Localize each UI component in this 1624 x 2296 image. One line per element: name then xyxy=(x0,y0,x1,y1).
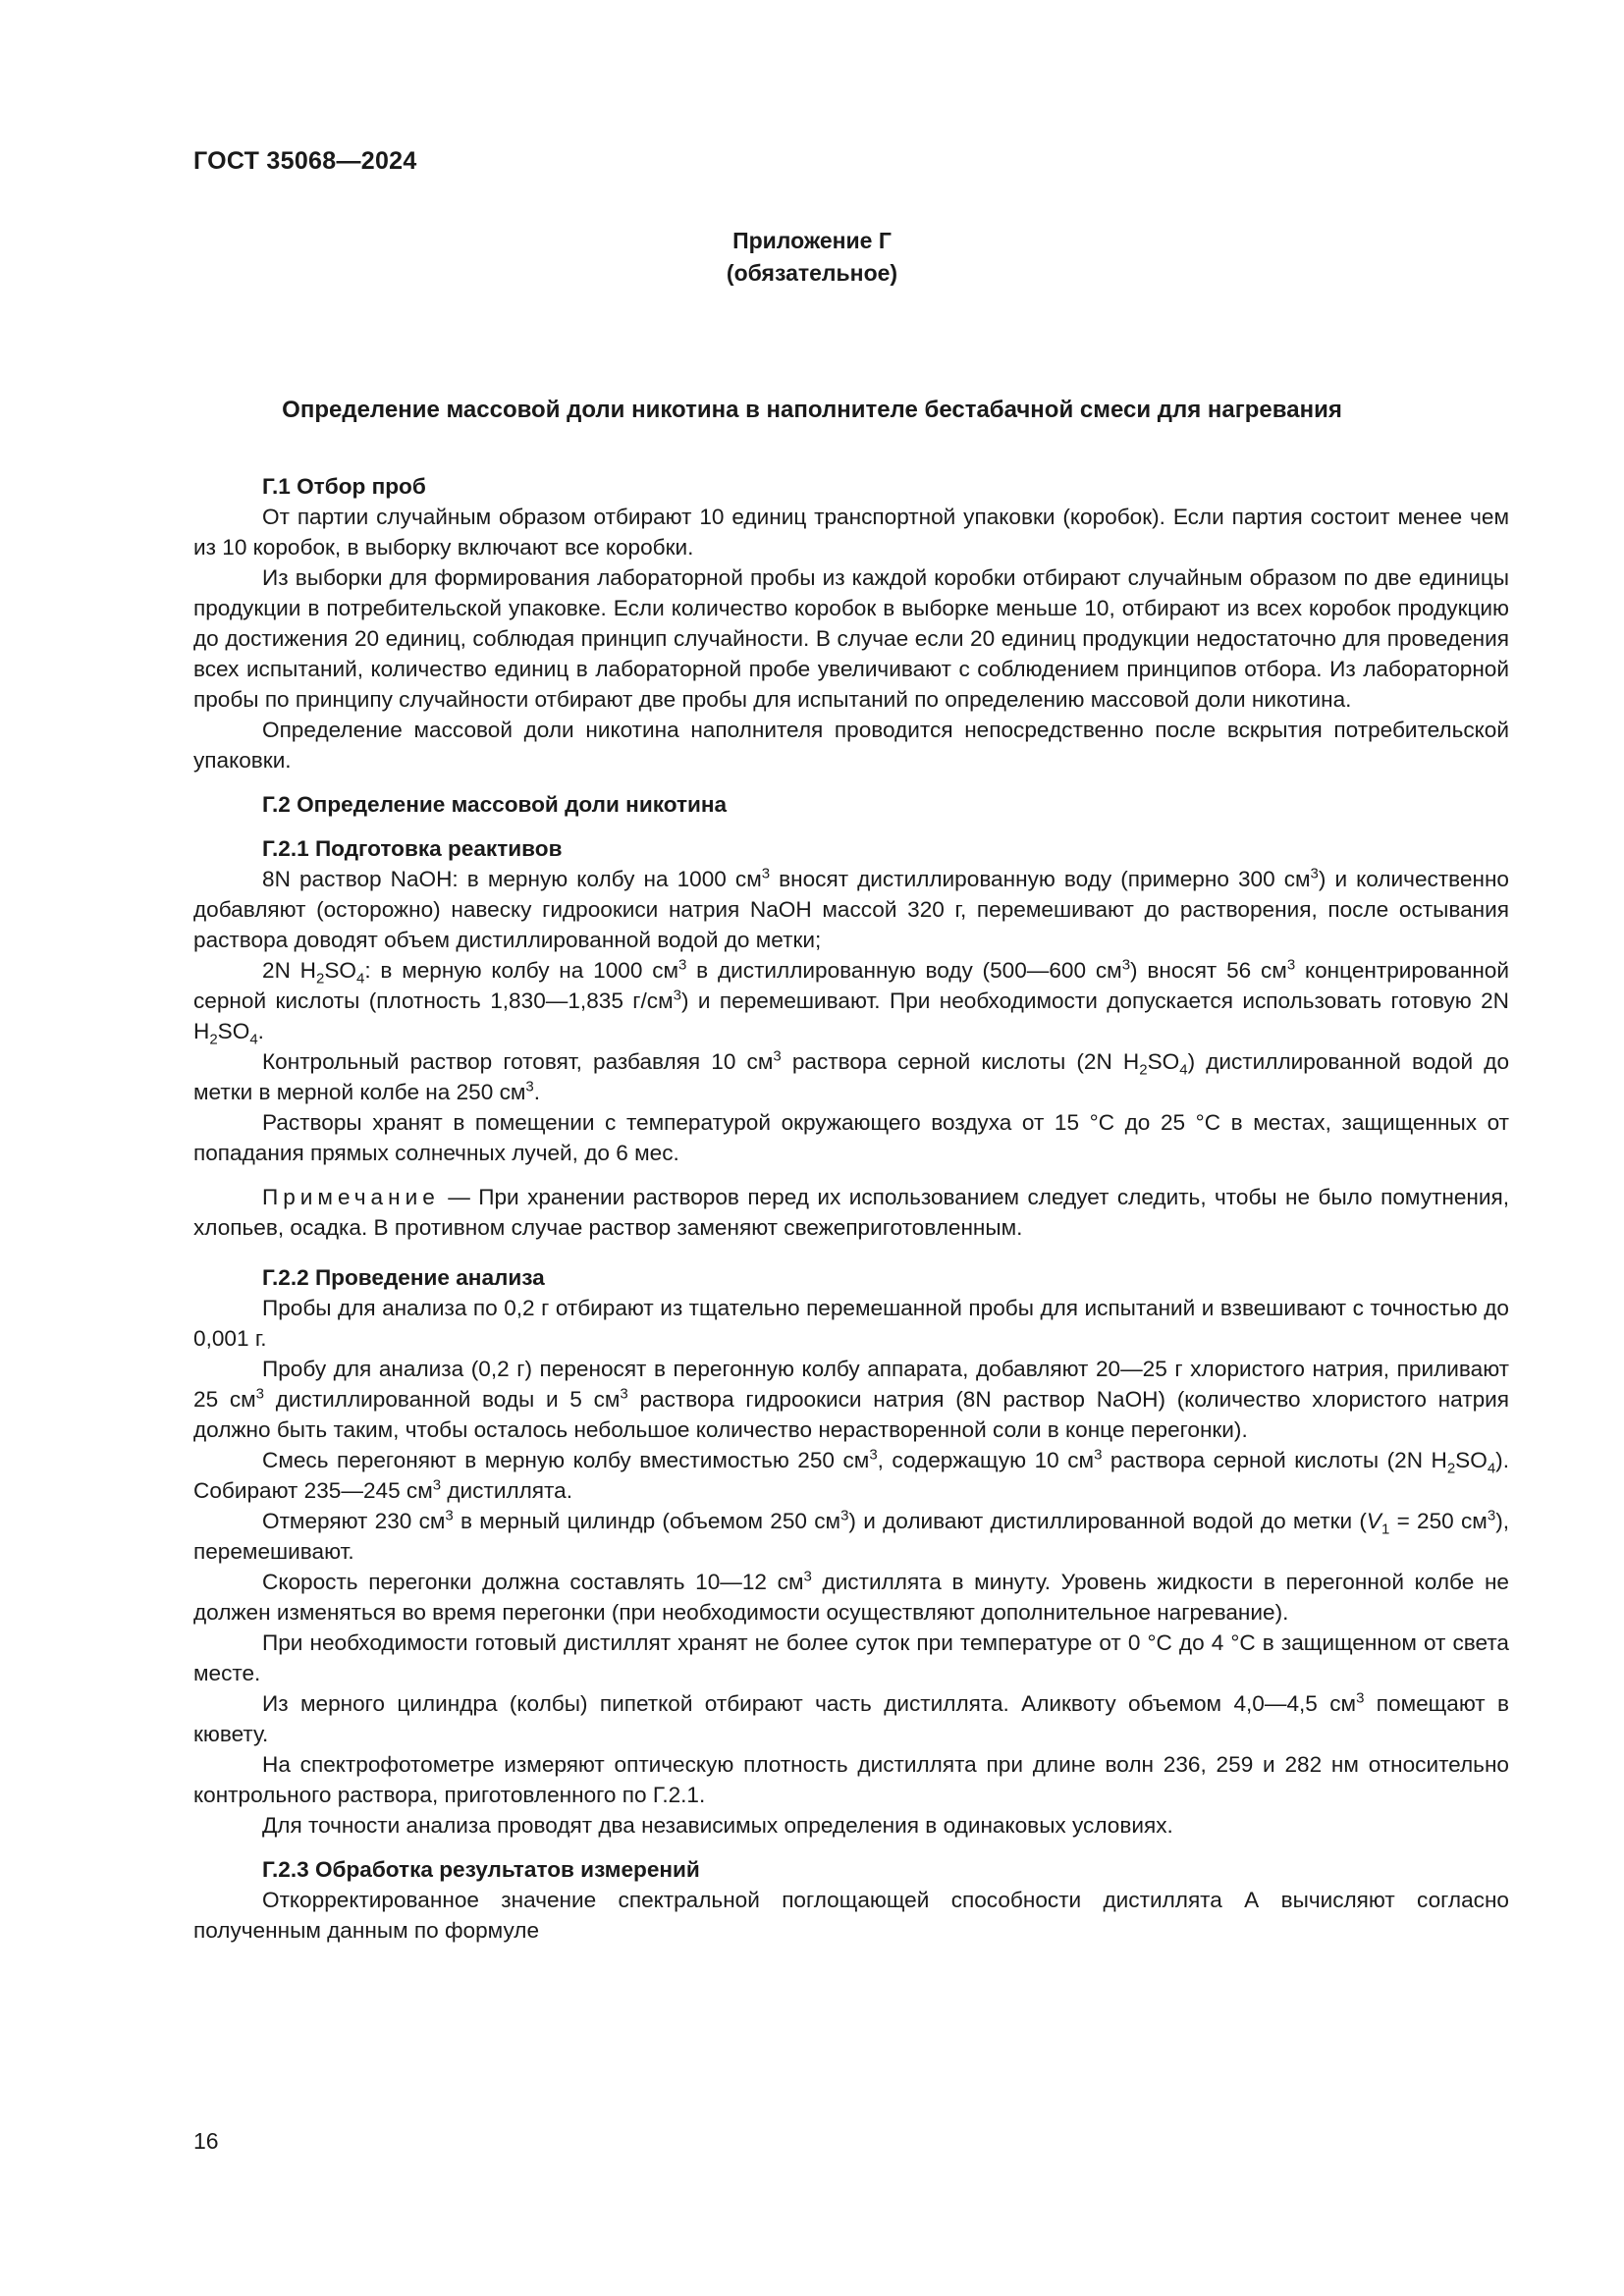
section-heading-g22: Г.2.2 Проведение анализа xyxy=(262,1265,545,1290)
paragraph: Для точности анализа проводят два независимых определения в одинаковых условиях. xyxy=(262,1813,1173,1838)
appendix-heading xyxy=(0,225,1624,290)
paragraph: Пробу для анализа (0,2 г) переносят в перегонную колбу аппарата, добавляют 20—25 г хлористого натрия, приливают 25 $см^3$ дистиллированной воды и 5 $см^3$ раствора гидроокиси натрия (8N раствор NaOH) (количество хлористого натрия должно быть таким, чтобы осталось небольшое количество нерастворенной соли в конце перегонки). xyxy=(193,1357,1509,1442)
page-number: 16 xyxy=(193,2128,219,2154)
paragraph: Из мерного цилиндра (колбы) пипеткой отбирают часть дистиллята. Аликвоту объемом 4,0—4,5 $см^3$ помещают в кювету. xyxy=(193,1689,1509,1746)
paragraph: Пробы для анализа по 0,2 г отбирают из тщательно перемешанной пробы для испытаний и взвешивают с точностью до 0,001 г. xyxy=(193,1296,1509,1351)
paragraph-naoh: 8N раствор NaOH: в мерную колбу на 1000 $см^3$ вносят дистиллированную воду (примерно 300 $см^3$) и количественно добавляют (осторожно) навеску гидроокиси натрия NaOH массой 320 г, перемешивают до растворения, после остывания раствора доводят объем дистиллированной водой до метки; xyxy=(193,865,1509,952)
document-code: ГОСТ 35068—2024 xyxy=(193,147,417,175)
section-heading-g1: Г.1 Отбор проб xyxy=(262,474,426,499)
paragraph-h2so4: 2N $H_2SO_4$: в мерную колбу на 1000 $см^3$ в дистиллированную воду (500—600 $см^3$) вносят 56 $см^3$ концентрированной серной кислоты (плотность 1,830—1,835 $г/см^3$) и перемешивают. При необходимости допускается использовать готовую 2N $H_2SO_4$. xyxy=(193,956,1509,1048)
appendix-label: Приложение Г xyxy=(732,228,892,253)
section-heading-g2: Г.2 Определение массовой доли никотина xyxy=(262,792,728,817)
paragraph: Откорректированное значение спектральной поглощающей способности дистиллята А вычисляют согласно полученным данным по формуле xyxy=(193,1888,1509,1943)
document-body xyxy=(193,471,1509,1946)
section-heading-g21: Г.2.1 Подготовка реактивов xyxy=(262,836,563,861)
paragraph: Скорость перегонки должна составлять 10—12 $см^3$ дистиллята в минуту. Уровень жидкости в перегонной колбе не должен изменяться во время перегонки (при необходимости осуществляют дополнительное нагревание). xyxy=(193,1568,1509,1625)
appendix-title: Определение массовой доли никотина в наполнителе бестабачной смеси для нагревания xyxy=(282,397,1342,423)
paragraph: Из выборки для формирования лабораторной пробы из каждой коробки отбирают случайным образом по две единицы продукции в потребительской упаковке. Если количество коробок в выборке меньше 10, отбирают из всех коробок продукцию до достижения 20 единиц, соблюдая принцип случайности. В случае если 20 единиц продукции недостаточно для проведения всех испытаний, количество единиц в лабораторной пробе увеличивают с соблюдением принципов отбора. Из лабораторной пробы по принципу случайности отбирают две пробы для испытаний по определению массовой доли никотина. xyxy=(193,565,1509,712)
section-heading-g23: Г.2.3 Обработка результатов измерений xyxy=(262,1857,700,1882)
paragraph: От партии случайным образом отбирают 10 единиц транспортной упаковки (коробок). Если партия состоит менее чем из 10 коробок, в выборку включают все коробки. xyxy=(193,505,1509,560)
appendix-status: (обязательное) xyxy=(726,260,898,286)
paragraph-control-solution: Контрольный раствор готовят, разбавляя 10 $см^3$ раствора серной кислоты (2N $H_2SO_4$) дистиллированной водой до метки в мерной колбе на 250 $см^3$. xyxy=(193,1047,1510,1104)
note: Примечание — При хранении растворов перед их использованием следует следить, чтобы не было помутнения, хлопьев, осадка. В противном случае раствор заменяют свежеприготовленным. xyxy=(193,1185,1509,1240)
paragraph: При необходимости готовый дистиллят хранят не более суток при температуре от 0 °С до 4 °С в защищенном от света месте. xyxy=(193,1630,1509,1685)
paragraph: Отмеряют 230 $см^3$ в мерный цилиндр (объемом 250 $см^3$) и доливают дистиллированной водой до метки ($V_1 = 250$ $см^3$), перемешивают. xyxy=(193,1507,1509,1564)
paragraph: Определение массовой доли никотина наполнителя проводится непосредственно после вскрытия потребительской упаковки. xyxy=(193,718,1509,773)
note-label: Примечание xyxy=(262,1185,440,1209)
paragraph: Смесь перегоняют в мерную колбу вместимостью 250 $см^3$, содержащую 10 $см^3$ раствора серной кислоты (2N $H_2SO_4$). Собирают 235—245 $см^3$ дистиллята. xyxy=(193,1446,1509,1503)
paragraph: На спектрофотометре измеряют оптическую плотность дистиллята при длине волн 236, 259 и 282 нм относительно контрольного раствора, приготовленного по Г.2.1. xyxy=(193,1752,1509,1807)
paragraph-storage: Растворы хранят в помещении с температурой окружающего воздуха от 15 °С до 25 °С в местах, защищенных от попадания прямых солнечных лучей, до 6 мес. xyxy=(193,1110,1509,1165)
